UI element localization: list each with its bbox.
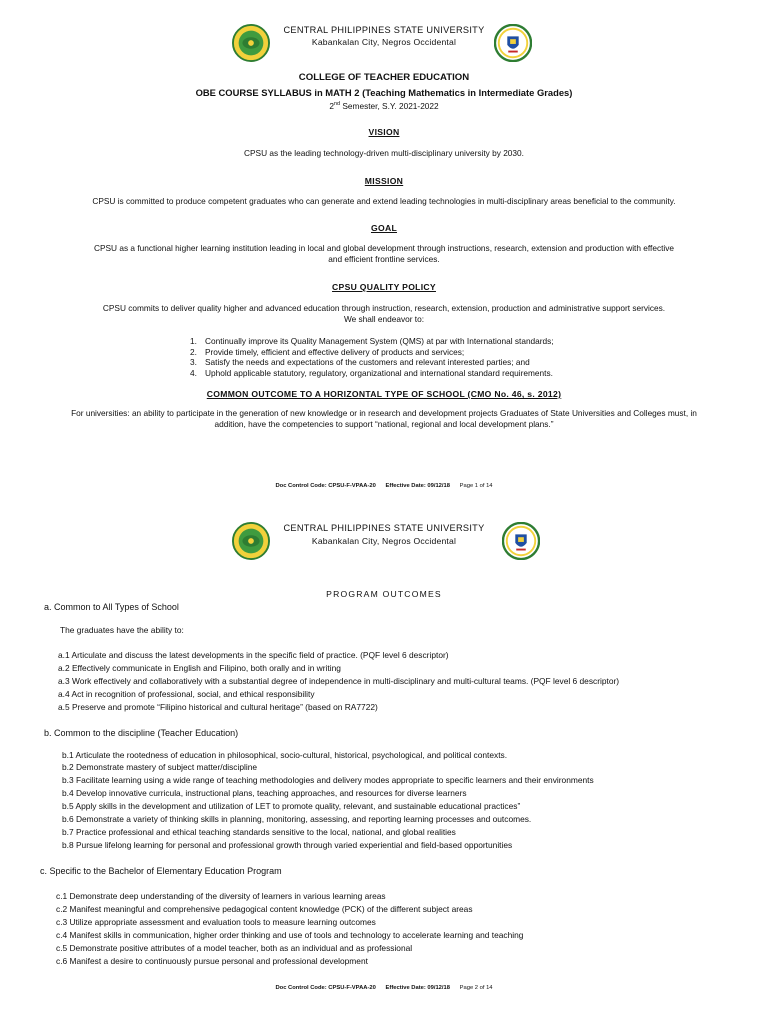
list-item: a.5 Preserve and promote “Filipino historical and cultural heritage” (based on RA7722) <box>58 702 378 712</box>
effective-date: Effective Date: 09/12/18 <box>385 985 450 991</box>
list-item-number: 2. <box>190 346 197 357</box>
page-number: Page 2 of 14 <box>459 985 493 991</box>
list-item <box>190 368 554 379</box>
list-item: c.3 Utilize appropriate assessment and evaluation tools to measure learning outcomes <box>56 917 376 927</box>
common-outcome-line-2: addition, have the competencies to support “national, regional and local development plans.” <box>214 419 554 429</box>
mission-heading: MISSION <box>364 176 404 186</box>
doc-control-code: Doc Control Code: CPSU-F-VPAA-20 <box>275 985 376 991</box>
vision-heading: VISION <box>368 127 400 137</box>
quality-policy-line-2: We shall endeavor to: <box>343 314 425 324</box>
list-item-number: 1. <box>190 336 197 346</box>
quality-policy-line-1: CPSU commits to deliver quality higher and advanced education through instruction, research, extension, production and administrative support services. <box>102 303 666 313</box>
list-item: b.5 Apply skills in the development and utilization of LET to promote quality, relevant, and sustainable educational practices” <box>62 801 521 811</box>
goal-heading: GOAL <box>370 223 398 233</box>
university-location: Kabankalan City, Negros Occidental <box>311 37 457 47</box>
page-number: Page 1 of 14 <box>459 483 493 489</box>
semester-text: Semester, S.Y. 2021-2022 <box>340 101 439 111</box>
goal-text-line-1: CPSU as a functional higher learning institution leading in local and global development through instructions, research, extension and production with effective <box>93 243 675 253</box>
college-seal-icon <box>502 522 540 560</box>
common-outcome-line-1: For universities: an ability to participate in the generation of new knowledge or in research and development projects Graduates of State Universities and Colleges must, in <box>71 408 697 418</box>
ability-intro: The graduates have the ability to: <box>60 625 184 635</box>
university-name: CENTRAL PHILIPPINES STATE UNIVERSITY <box>283 523 485 533</box>
college-name: COLLEGE OF TEACHER EDUCATION <box>298 72 470 83</box>
list-item: a.2 Effectively communicate in English and Filipino, both orally and in writing <box>58 663 341 673</box>
section-c-heading: c. Specific to the Bachelor of Elementary Education Program <box>40 866 282 876</box>
syllabus-page-1 <box>0 0 768 500</box>
section-a-heading: a. Common to All Types of School <box>44 602 179 612</box>
college-seal-icon <box>494 24 532 62</box>
semester-number: 2 <box>329 101 334 111</box>
quality-policy-heading: CPSU QUALITY POLICY <box>332 282 436 292</box>
list-item: b.8 Pursue lifelong learning for personal and professional growth through varied experiential and field-based opportunities <box>62 840 513 850</box>
section-b-heading: b. Common to the discipline (Teacher Education) <box>44 728 239 738</box>
list-item-number: 3. <box>190 357 197 367</box>
effective-date: Effective Date: 09/12/18 <box>385 483 450 489</box>
list-item <box>190 336 554 347</box>
page-footer <box>0 483 768 490</box>
list-item-number: 4. <box>190 367 197 378</box>
university-location: Kabankalan City, Negros Occidental <box>311 536 457 546</box>
list-item-text: Satisfy the needs and expectations of the customers and relevant interested parties; and <box>205 357 530 367</box>
list-item: b.4 Develop innovative curricula, instructional plans, teaching approaches, and resources for diverse learners <box>62 788 467 798</box>
quality-policy-list <box>190 336 554 378</box>
semester-ordinal: nd <box>333 101 341 108</box>
list-item-text: Provide timely, efficient and effective delivery of products and services; <box>205 346 465 357</box>
syllabus-page-2 <box>0 500 768 1024</box>
list-item: b.2 Demonstrate mastery of subject matter/discipline <box>62 762 258 772</box>
semester-line <box>0 101 768 111</box>
list-item: a.4 Act in recognition of professional, social, and ethical responsibility <box>58 689 315 699</box>
syllabus-title: OBE COURSE SYLLABUS in MATH 2 (Teaching Mathematics in Intermediate Grades) <box>195 87 573 98</box>
list-item: b.7 Practice professional and ethical teaching standards sensitive to the local, national, and global realities <box>62 827 456 837</box>
common-outcome-heading: COMMON OUTCOME TO A HORIZONTAL TYPE OF SCHOOL (CMO No. 46, s. 2012) <box>206 389 562 399</box>
list-item: a.3 Work effectively and collaboratively with a substantial degree of independence in multi-disciplinary and multi-cultural teams. (PQF level 6 descriptor) <box>58 676 620 686</box>
list-item: c.4 Manifest skills in communication, higher order thinking and use of tools and technology to accelerate learning and teaching <box>56 930 524 940</box>
mission-text: CPSU is committed to produce competent graduates who can generate and extend leading technologies in multi-disciplinary areas beneficial to the community. <box>92 196 676 206</box>
list-item: b.1 Articulate the rootedness of education in philosophical, socio-cultural, historical, psychological, and political contexts. <box>62 750 508 760</box>
list-item <box>190 357 554 368</box>
doc-control-code: Doc Control Code: CPSU-F-VPAA-20 <box>275 483 376 489</box>
list-item: b.6 Demonstrate a variety of thinking skills in planning, monitoring, assessing, and reporting learning processes and outcomes. <box>62 814 532 824</box>
list-item-text: Uphold applicable statutory, regulatory, organizational and international standard requirements. <box>205 367 553 378</box>
goal-text-line-2: and efficient frontline services. <box>328 254 440 264</box>
list-item: c.2 Manifest meaningful and comprehensive pedagogical content knowledge (PCK) of the different subject areas <box>56 904 473 914</box>
page-footer <box>0 985 768 992</box>
list-item-text: Continually improve its Quality Management System (QMS) at par with International standards; <box>205 336 554 346</box>
program-outcomes-title: PROGRAM OUTCOMES <box>326 589 442 599</box>
list-item: c.5 Demonstrate positive attributes of a model teacher, both as an individual and as professional <box>56 943 413 953</box>
list-item: c.6 Manifest a desire to continuously pursue personal and professional development <box>56 956 368 966</box>
university-name: CENTRAL PHILIPPINES STATE UNIVERSITY <box>283 25 485 35</box>
list-item: a.1 Articulate and discuss the latest developments in the specific field of practice. (PQF level 6 descriptor) <box>58 650 449 660</box>
list-item: c.1 Demonstrate deep understanding of the diversity of learners in various learning areas <box>56 891 386 901</box>
list-item: b.3 Facilitate learning using a wide range of teaching methodologies and delivery modes appropriate to specific learners and their environments <box>62 775 594 785</box>
list-item <box>190 347 554 358</box>
vision-text: CPSU as the leading technology-driven multi-disciplinary university by 2030. <box>244 148 524 158</box>
